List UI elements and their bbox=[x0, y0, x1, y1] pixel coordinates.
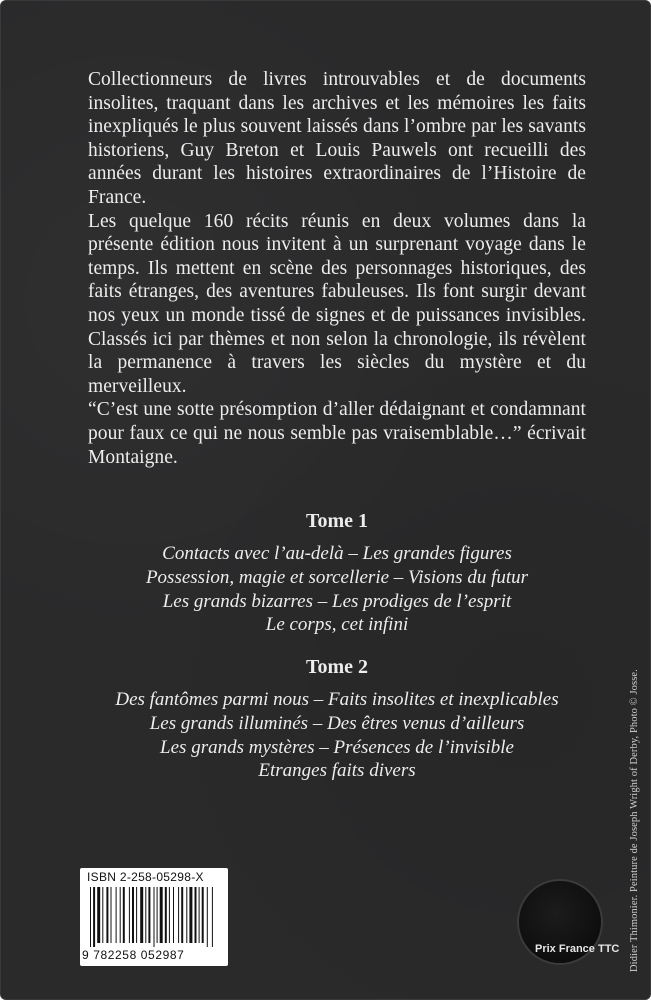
blurb-paragraph-1: Collectionneurs de livres introuvables et de documents insolites, traquant dans les archives et les mémoires les faits inexpliqués le plus souvent laissés dans l’ombre par les savants historiens, Guy Breton et Louis Pauwels ont recueilli des années durant les histoires extraordinaires de l’Histoire de France. bbox=[88, 69, 586, 208]
barcode-bar bbox=[106, 887, 108, 943]
barcode-bar bbox=[173, 887, 174, 943]
isbn-barcode-label bbox=[80, 868, 228, 966]
barcode-bar bbox=[165, 887, 167, 943]
tome-2-heading: Tome 2 bbox=[305, 656, 369, 678]
barcode-bar bbox=[207, 887, 208, 947]
barcode-bar bbox=[157, 887, 158, 943]
barcode-bar bbox=[148, 887, 150, 943]
barcode-bar bbox=[97, 887, 100, 943]
barcode-bar bbox=[186, 887, 187, 943]
tome-2-theme: Les grands illuminés – Des êtres venus d’ailleurs bbox=[149, 712, 525, 734]
tome-1-theme: Possession, magie et sorcellerie – Visions du futur bbox=[145, 566, 529, 588]
barcode-bar bbox=[181, 887, 183, 943]
barcode-bar bbox=[212, 887, 213, 947]
isbn-number: ISBN 2-258-05298-X bbox=[87, 870, 204, 884]
ean-number: 9 782258 052987 bbox=[82, 948, 185, 962]
barcode-bar bbox=[90, 887, 91, 947]
barcode-bar bbox=[202, 887, 204, 943]
barcode-bar bbox=[129, 887, 130, 943]
barcode-bar bbox=[120, 887, 121, 943]
blurb-paragraph-2: Les quelque 160 récits réunis en deux volumes dans la présente édition nous invitent à un surprenant voyage dans le temps. Ils mettent en scène des personnages historiques, des faits étranges, des aventures fabuleuses. Ils font surgir devant nos yeux un monde tissé de signes et de puissances invisibles. Classés ici par thèmes et non selon la chronologie, ils révèlent la permanence à travers les siècles du mystère et du merveilleux. bbox=[88, 210, 586, 397]
tome-1-theme: Les grands bizarres – Les prodiges de l’esprit bbox=[162, 590, 512, 612]
barcode-bar bbox=[178, 887, 179, 943]
barcode-bar bbox=[160, 887, 163, 943]
tome-1-section bbox=[88, 509, 586, 637]
tome-1-heading: Tome 1 bbox=[305, 510, 369, 532]
barcode-icon bbox=[90, 887, 220, 947]
barcode-bar bbox=[140, 887, 143, 943]
photo-credit: Didier Thimonier. Peinture de Joseph Wright of Derby, Photo © Josse. bbox=[629, 669, 640, 972]
barcode-bar bbox=[145, 887, 146, 943]
barcode-bar bbox=[111, 887, 112, 943]
price-sticker-label: Prix France TTC bbox=[535, 943, 620, 955]
barcode-bar bbox=[189, 887, 192, 943]
barcode-bar bbox=[116, 887, 117, 943]
barcode-bar bbox=[195, 887, 197, 943]
tome-1-theme: Contacts avec l’au-delà – Les grandes figures bbox=[162, 543, 512, 564]
barcode-bar bbox=[136, 887, 137, 943]
tome-2-section bbox=[88, 655, 586, 783]
barcode-bar bbox=[93, 887, 95, 947]
tome-2-theme: Etranges faits divers bbox=[258, 760, 416, 782]
barcode-bar bbox=[169, 887, 170, 943]
tome-2-theme: Des fantômes parmi nous – Faits insolites et inexplicables bbox=[115, 689, 559, 710]
tome-2-theme: Les grands mystères – Présences de l’invisible bbox=[160, 736, 514, 758]
barcode-bar bbox=[199, 887, 200, 943]
barcode-bar bbox=[154, 887, 155, 947]
barcode-bar bbox=[132, 887, 134, 943]
tome-1-theme: Le corps, cet infini bbox=[265, 614, 409, 636]
blurb-paragraph-3: “C’est une sotte présomption d’aller dédaignant et condamnant pour faux ce qui ne nous semble pas vraisemblable…” écrivait Montaigne. bbox=[88, 399, 586, 468]
barcode-bar bbox=[123, 887, 125, 943]
barcode-bar bbox=[102, 887, 103, 943]
blurb-text bbox=[88, 68, 586, 469]
